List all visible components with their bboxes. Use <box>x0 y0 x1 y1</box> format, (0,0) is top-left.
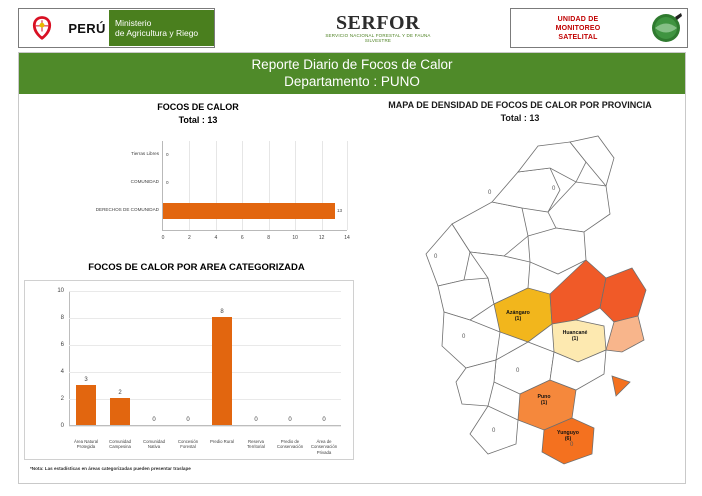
chart2-plot-area <box>57 288 341 455</box>
map-label-count: (1) <box>571 336 579 343</box>
ministry-line-1: Ministerio <box>115 18 152 28</box>
province-shape <box>612 376 630 396</box>
satellite-unit-icon <box>645 11 687 45</box>
unit-line-3: SATELITAL <box>558 33 598 41</box>
peru-coat-of-arms-icon <box>19 10 65 46</box>
chart2-value-label: 3 <box>84 376 88 383</box>
map-count: 0 <box>516 368 520 374</box>
map-label-name: Huancané <box>562 330 588 336</box>
chart2-value-label: 0 <box>152 417 156 423</box>
chart1-title <box>108 101 288 127</box>
satellite-unit-box <box>510 8 688 48</box>
chart2-category-label: Área de Conservación Privada <box>310 439 338 455</box>
chart1-horizontal-bar <box>44 133 349 253</box>
chart2-bar <box>212 309 232 425</box>
chart1-xtick: 8 <box>267 235 271 241</box>
chart2-vertical-bar <box>24 280 354 460</box>
unit-line-2: MONITOREO <box>555 24 601 32</box>
chart2-category-label: Comunidad Nativa <box>143 439 165 450</box>
footnote: *Nota: Las estadísticas en áreas categorizadas pueden presentar traslape <box>30 466 191 471</box>
chart1-subtitle-text: Total : 13 <box>178 115 218 125</box>
map-label-azangaro <box>496 310 540 323</box>
map-count: 0 <box>492 428 496 434</box>
chart1-xtick: 0 <box>161 235 165 241</box>
map-count: 0 <box>570 442 574 448</box>
chart2-category-label: Área Natural Protegida <box>73 439 99 450</box>
map-title-line-2: Total : 13 <box>500 113 540 123</box>
chart2-category-label: Predio de Conservación <box>276 439 304 450</box>
map-label-name: Yunguyo <box>557 430 579 436</box>
province-shape <box>456 360 496 406</box>
chart2-value-label: 2 <box>118 390 122 396</box>
chart1-value-label: 0 <box>166 152 169 157</box>
page-header <box>18 8 686 46</box>
chart2-ytick: 10 <box>57 288 64 294</box>
chart1-xtick: 12 <box>318 235 325 241</box>
chart2-value-label: 0 <box>254 417 258 423</box>
chart2-category-label: Concesión Forestal <box>177 439 199 450</box>
chart1-category-label: DERECHOS DE COMUNIDAD <box>95 207 159 212</box>
province-shape <box>442 312 500 368</box>
serfor-wordmark: SERFOR <box>335 12 421 34</box>
chart1-xtick: 4 <box>214 235 218 241</box>
map-label-name: Azángaro <box>506 310 530 316</box>
map-label-count: (6) <box>564 436 572 443</box>
chart2-value-label: 8 <box>220 309 224 315</box>
map-count: 0 <box>488 190 492 196</box>
report-title-line-2: Departamento : PUNO <box>284 74 420 89</box>
chart2-bar <box>110 390 130 425</box>
ministry-brand <box>18 8 215 48</box>
chart2-ytick: 8 <box>60 315 64 321</box>
chart1-xtick: 14 <box>344 235 350 241</box>
map-label-name: Puno <box>537 394 551 400</box>
chart1-xtick: 2 <box>188 235 191 241</box>
unit-line-1: UNIDAD DE <box>557 15 599 23</box>
chart2-ytick: 0 <box>60 423 64 429</box>
chart2-value-label: 0 <box>186 417 190 423</box>
chart1-plot-area <box>95 141 350 241</box>
chart1-category-label: Tierras Libres <box>131 151 159 156</box>
map-svg <box>400 128 670 468</box>
chart1-xtick: 10 <box>292 235 298 241</box>
chart2-bar <box>76 376 96 426</box>
map-count: 0 <box>462 334 466 340</box>
serfor-logo <box>318 12 438 43</box>
chart2-ytick: 4 <box>60 369 64 375</box>
chart2-value-label: 0 <box>322 417 326 423</box>
satellite-unit-text <box>511 15 645 42</box>
map-label-puno <box>524 394 564 407</box>
chart1-xtick: 6 <box>240 235 244 241</box>
density-map <box>400 128 670 468</box>
map-label-huancane <box>552 330 598 343</box>
chart1-bar <box>163 203 335 219</box>
peru-label: PERÚ <box>68 20 106 36</box>
ministry-line-2: de Agricultura y Riego <box>115 28 199 38</box>
chart1-value-label: 0 <box>166 180 169 185</box>
chart2-ytick: 6 <box>60 342 64 348</box>
province-shape <box>528 228 586 274</box>
chart2-value-label: 0 <box>288 417 292 423</box>
chart2-category-label: Comunidad Campesina <box>109 439 131 450</box>
report-title-line-1: Reporte Diario de Focos de Calor <box>251 57 453 72</box>
chart1-value-label: 13 <box>337 208 343 213</box>
map-label-count: (1) <box>540 400 548 407</box>
serfor-subtitle: SERVICIO NACIONAL FORESTAL Y DE FAUNA SILVESTRE <box>325 33 431 43</box>
report-title-band <box>18 52 686 94</box>
chart2-category-label: Predio Rural <box>210 439 234 444</box>
chart2-category-label: Reserva Territorial <box>247 439 265 450</box>
chart1-title-text: FOCOS DE CALOR <box>157 102 239 112</box>
map-title-line-1: MAPA DE DENSIDAD DE FOCOS DE CALOR POR PROVINCIA <box>388 100 652 110</box>
map-title <box>360 99 680 125</box>
chart1-category-label: COMUNIDAD <box>130 179 159 184</box>
map-count: 0 <box>552 186 556 192</box>
map-label-count: (1) <box>514 316 522 323</box>
province-shape <box>606 316 644 352</box>
chart2-ytick: 2 <box>60 396 64 402</box>
chart2-title: FOCOS DE CALOR POR AREA CATEGORIZADA <box>88 262 305 273</box>
map-label-yunguyo <box>546 430 590 443</box>
ministry-box <box>109 10 214 46</box>
province-shape <box>600 268 646 322</box>
map-count: 0 <box>434 254 438 260</box>
